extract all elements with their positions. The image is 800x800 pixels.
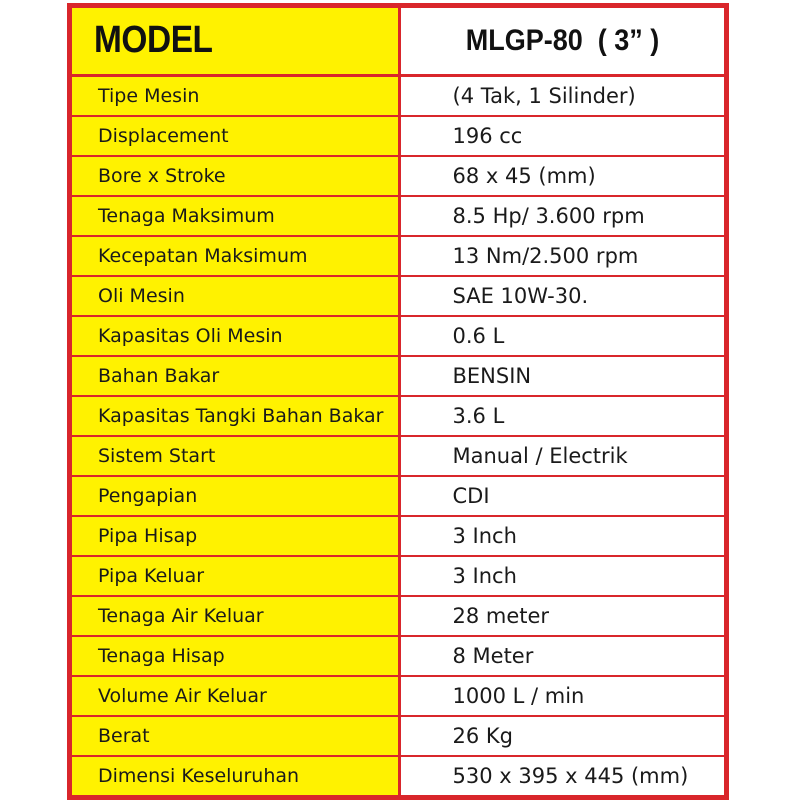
spec-row	[71, 236, 725, 276]
model-heading	[71, 7, 399, 75]
spec-value: 3 Inch	[399, 516, 725, 556]
spec-label: Tipe Mesin	[71, 75, 399, 116]
model-name	[399, 7, 725, 75]
spec-row	[71, 356, 725, 396]
spec-row	[71, 316, 725, 356]
spec-value: SAE 10W-30.	[399, 276, 725, 316]
spec-table	[70, 6, 726, 797]
model-heading-text: MODEL	[94, 19, 213, 62]
model-name-text: MLGP-80 ( 3” )	[465, 23, 660, 57]
spec-label: Dimensi Keseluruhan	[71, 756, 399, 796]
spec-value: 1000 L / min	[399, 676, 725, 716]
header-row	[71, 7, 725, 75]
spec-label: Tenaga Air Keluar	[71, 596, 399, 636]
spec-label: Tenaga Maksimum	[71, 196, 399, 236]
spec-row	[71, 196, 725, 236]
spec-value: Manual / Electrik	[399, 436, 725, 476]
spec-row	[71, 396, 725, 436]
spec-value: 28 meter	[399, 596, 725, 636]
spec-label: Bahan Bakar	[71, 356, 399, 396]
spec-value: 196 cc	[399, 116, 725, 156]
spec-label: Kapasitas Tangki Bahan Bakar	[71, 396, 399, 436]
spec-value: 13 Nm/2.500 rpm	[399, 236, 725, 276]
spec-label: Oli Mesin	[71, 276, 399, 316]
spec-row	[71, 596, 725, 636]
spec-label: Bore x Stroke	[71, 156, 399, 196]
spec-row	[71, 716, 725, 756]
spec-label: Displacement	[71, 116, 399, 156]
spec-value: 8 Meter	[399, 636, 725, 676]
spec-value: 0.6 L	[399, 316, 725, 356]
spec-label: Pipa Keluar	[71, 556, 399, 596]
spec-value: 530 x 395 x 445 (mm)	[399, 756, 725, 796]
spec-label: Pengapian	[71, 476, 399, 516]
spec-value: 26 Kg	[399, 716, 725, 756]
spec-row	[71, 116, 725, 156]
spec-row	[71, 276, 725, 316]
spec-label: Pipa Hisap	[71, 516, 399, 556]
spec-label: Tenaga Hisap	[71, 636, 399, 676]
spec-value: 8.5 Hp/ 3.600 rpm	[399, 196, 725, 236]
spec-row	[71, 476, 725, 516]
spec-row	[71, 676, 725, 716]
spec-value: CDI	[399, 476, 725, 516]
spec-row	[71, 516, 725, 556]
spec-row	[71, 556, 725, 596]
spec-label: Kecepatan Maksimum	[71, 236, 399, 276]
spec-value: 68 x 45 (mm)	[399, 156, 725, 196]
spec-label: Kapasitas Oli Mesin	[71, 316, 399, 356]
spec-value: BENSIN	[399, 356, 725, 396]
spec-row	[71, 636, 725, 676]
spec-value: 3.6 L	[399, 396, 725, 436]
spec-value: 3 Inch	[399, 556, 725, 596]
spec-label: Volume Air Keluar	[71, 676, 399, 716]
spec-row	[71, 75, 725, 116]
spec-sheet	[67, 3, 729, 800]
spec-row	[71, 756, 725, 796]
spec-row	[71, 436, 725, 476]
spec-row	[71, 156, 725, 196]
spec-label: Berat	[71, 716, 399, 756]
spec-value: (4 Tak, 1 Silinder)	[399, 75, 725, 116]
spec-label: Sistem Start	[71, 436, 399, 476]
